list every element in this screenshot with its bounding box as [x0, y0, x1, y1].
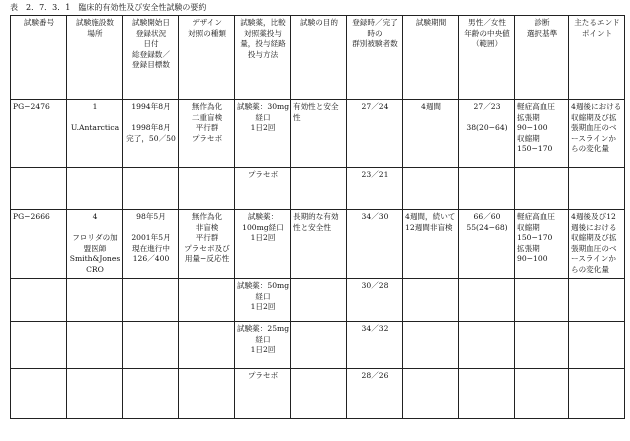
subjects-cell: 30／28: [347, 279, 403, 322]
header-row: [11, 16, 625, 100]
placebo-subjects-cell: 28／26: [347, 369, 403, 419]
header-sites: 試験施設数 場所: [67, 16, 123, 100]
table-row: [11, 168, 625, 210]
clinical-trials-summary-table: [10, 15, 625, 419]
drug-cell: 試験薬：25mg 経口 1日2回: [235, 322, 291, 369]
drug-cell: 試験薬：30mg 経口 1日2回: [235, 100, 291, 168]
table-caption: 表 2．7．3．1 臨床的有効性及び安全性試験の要約: [10, 3, 207, 12]
placebo-subjects-cell: 23／21: [347, 168, 403, 210]
drug-cell: 試験薬： 100mg経口 1日2回: [235, 210, 291, 279]
placebo-drug-cell: プラセボ: [235, 369, 291, 419]
placebo-drug-cell: プラセボ: [235, 168, 291, 210]
table-row: [11, 210, 625, 279]
endpoint-cell: 4週後及び12週後における収縮期及び拡張期血圧のベースラインからの変化量: [569, 210, 625, 279]
endpoint-cell: 4週後における収縮期及び拡張期血圧のベースラインからの変化量: [569, 100, 625, 168]
subjects-cell: 34／30: [347, 210, 403, 279]
header-diagnosis: 診断 選択基準: [515, 16, 569, 100]
header-sex-age: 男性／女性 年齢の中央値 （範囲）: [459, 16, 515, 100]
objective-cell: 有効性と安全性: [291, 100, 347, 168]
header-design: デザイン 対照の種類: [179, 16, 235, 100]
header-endpoint: 主たるエンド ポイント: [569, 16, 625, 100]
header-subjects: 登録時／完了 時の 群別被験者数: [347, 16, 403, 100]
design-cell: 無作為化 非盲検 平行群 プラセボ及び 用量−反応性: [179, 210, 235, 279]
objective-cell: 長期的な有効性と安全性: [291, 210, 347, 279]
study-id: PG−2666: [11, 210, 67, 279]
header-duration: 試験期間: [403, 16, 459, 100]
sites-cell: 1 U.Antarctica: [67, 100, 123, 168]
table-row: [11, 369, 625, 419]
header-start-date: 試験開始日 登録状況 日付 総登録数／ 登録目標数: [123, 16, 179, 100]
subjects-cell: 27／24: [347, 100, 403, 168]
sex-age-cell: 66／60 55(24−68): [459, 210, 515, 279]
start-cell: 1994年8月 1998年8月 完了，50／50: [123, 100, 179, 168]
duration-cell: 4週間，続いて12週間非盲検: [403, 210, 459, 279]
start-cell: 98年5月 2001年5月 現在進行中 126／400: [123, 210, 179, 279]
sites-cell: 4 フロリダの加 盟医師 Smith&Jones CRO: [67, 210, 123, 279]
subjects-cell: 34／32: [347, 322, 403, 369]
table-row: [11, 322, 625, 369]
table-row: [11, 100, 625, 168]
design-cell: 無作為化 二重盲検 平行群 プラセボ: [179, 100, 235, 168]
study-id: PG−2476: [11, 100, 67, 168]
header-study-number: 試験番号: [11, 16, 67, 100]
table-row: [11, 279, 625, 322]
header-drug: 試験薬，比較 対照薬投与 量，投与経路 投与方法: [235, 16, 291, 100]
sex-age-cell: 27／23 38(20−64): [459, 100, 515, 168]
duration-cell: 4週間: [403, 100, 459, 168]
diagnosis-cell: 軽症高血圧 拡張期 90−100 収縮期 150−170: [515, 100, 569, 168]
drug-cell: 試験薬：50mg 経口 1日2回: [235, 279, 291, 322]
header-objective: 試験の目的: [291, 16, 347, 100]
diagnosis-cell: 軽症高血圧 収縮期 150−170 拡張期 90−100: [515, 210, 569, 279]
